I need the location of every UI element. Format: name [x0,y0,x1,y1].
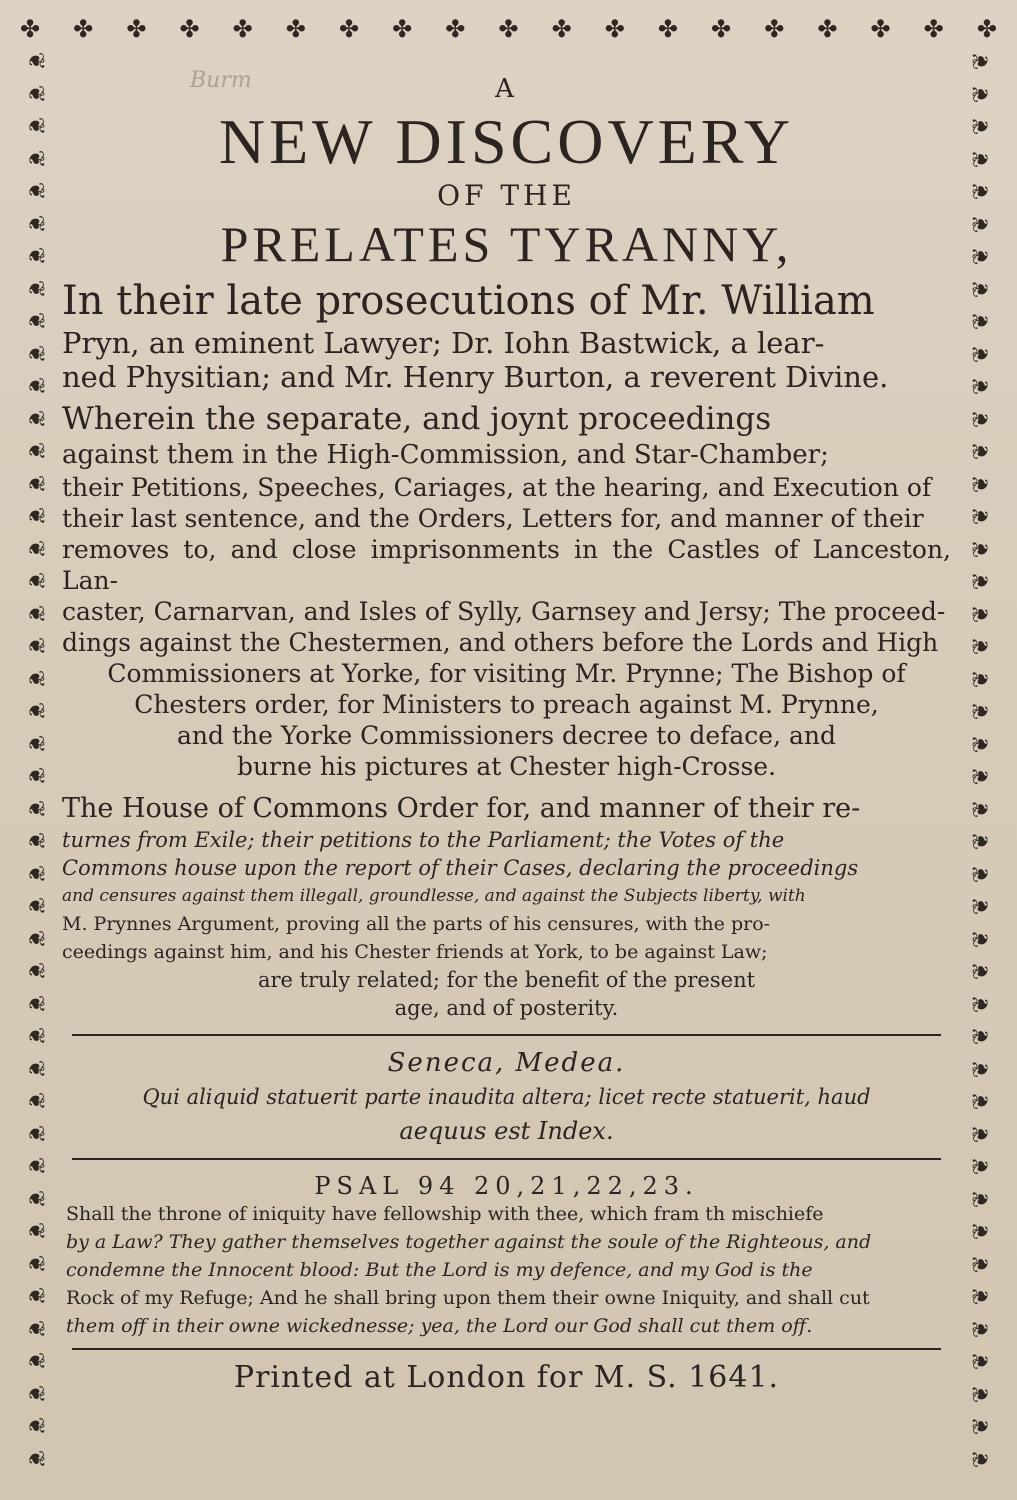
fleuron-icon: ❦ [23,311,48,331]
intro-line: Pryn, an eminent Lawyer; Dr. Iohn Bastwick, a lear- [62,326,825,360]
house-paragraph [62,792,951,1022]
fleuron-icon: ❦ [23,1351,48,1371]
wherein-line: Wherein the separate, and joynt proceedings [62,401,772,437]
fleuron-icon: ✤ [498,15,519,43]
fleuron-icon: ❦ [969,376,994,396]
right-ornament-border [965,50,999,1470]
fleuron-icon: ✤ [923,15,944,43]
fleuron-icon: ❦ [23,84,48,103]
psalm-text [62,1200,951,1340]
fleuron-icon: ✤ [604,15,625,43]
wherein-paragraph [62,400,951,782]
fleuron-icon: ❦ [969,734,994,753]
wherein-line: Commissioners at Yorke, for visiting Mr. Prynne; The Bishop of [107,659,906,688]
fleuron-icon: ❦ [23,669,48,688]
fleuron-icon: ✤ [976,15,997,43]
fleuron-icon: ❦ [969,149,994,168]
fleuron-icon: ❦ [23,1189,48,1208]
title-prelates: PRELATES TYRANNY, [220,216,793,272]
wherein-line: their Petitions, Speeches, Cariages, at the hearing, and Execution of [62,473,932,502]
fleuron-icon: ✤ [232,15,253,43]
fleuron-icon: ❦ [969,1254,994,1273]
fleuron-icon: ❦ [23,571,48,591]
psalm-line: Shall the throne of iniquity have fellowship with thee, which fram th mischiefe [66,1203,824,1225]
fleuron-icon: ❦ [23,604,48,623]
fleuron-icon: ❦ [23,539,48,558]
left-ornament-border [18,50,52,1470]
fleuron-icon: ❦ [969,604,994,623]
psalm-line: by a Law? They gather themselves together against the soule of the Righteous, and [66,1231,872,1253]
fleuron-icon: ❦ [23,864,48,883]
wherein-line: caster, Carnarvan, and Isles of Sylly, Garnsey and Jersy; The proceed- [62,597,946,626]
fleuron-icon: ✤ [870,15,891,43]
motto-line: Qui aliquid statuerit parte inaudita altera; licet recte statuerit, haud [142,1085,871,1109]
fleuron-icon: ❦ [969,571,994,591]
fleuron-icon: ❦ [23,181,48,201]
house-line: age, and of posterity. [394,996,619,1020]
wherein-line: Chesters order, for Ministers to preach against M. Prynne, [134,690,879,719]
title-subline: In their late prosecutions of Mr. William [62,278,875,324]
house-line: are truly related; for the benefit of the present [257,968,756,992]
wherein-line: and the Yorke Commissioners decree to deface, and [177,721,836,750]
fleuron-icon: ❦ [23,116,48,136]
fleuron-icon: ❦ [23,506,48,526]
fleuron-icon: ❦ [23,1286,48,1306]
fleuron-icon: ❦ [969,51,994,71]
fleuron-icon: ❦ [23,279,48,298]
fleuron-icon: ❦ [969,864,994,883]
fleuron-icon: ❦ [969,344,994,363]
fleuron-icon: ✤ [817,15,838,43]
divider-rule [72,1348,941,1350]
fleuron-icon: ❦ [969,1351,994,1371]
fleuron-icon: ✤ [392,15,413,43]
fleuron-icon: ❦ [969,116,994,136]
fleuron-icon: ❦ [969,799,994,818]
title-of-the: OF THE [437,179,576,212]
fleuron-icon: ✤ [126,15,147,43]
motto-author: Seneca, Medea. [387,1048,626,1078]
fleuron-icon: ❦ [23,701,48,721]
fleuron-icon: ❦ [969,1156,994,1176]
fleuron-icon: ❦ [23,1384,48,1403]
title-main: NEW DISCOVERY [218,106,795,177]
fleuron-icon: ✤ [711,15,732,43]
divider-rule [72,1034,941,1036]
fleuron-icon: ❦ [969,896,994,916]
fleuron-icon: ✤ [445,15,466,43]
psalm-line: them off in their owne wickednesse; yea, the Lord our God shall cut them off. [66,1315,813,1337]
fleuron-icon: ❦ [23,961,48,981]
fleuron-icon: ❦ [23,1124,48,1143]
fleuron-icon: ❦ [969,214,994,233]
fleuron-icon: ❦ [23,734,48,753]
wherein-line: removes to, and close imprisonments in the Castles of Lanceston, Lan- [62,535,951,595]
house-line: M. Prynnes Argument, proving all the parts of his censures, with the pro- [62,913,771,935]
fleuron-icon: ❦ [23,1416,48,1436]
fleuron-icon: ❦ [969,701,994,721]
intro-paragraph [62,326,951,394]
fleuron-icon: ❦ [969,1124,994,1143]
fleuron-icon: ❦ [969,279,994,298]
fleuron-icon: ❦ [969,1416,994,1436]
fleuron-icon: ❦ [23,1156,48,1176]
fleuron-icon: ❦ [23,1059,48,1078]
fleuron-icon: ❦ [969,831,994,851]
fleuron-icon: ❦ [23,766,48,786]
fleuron-icon: ✤ [73,15,94,43]
fleuron-icon: ❦ [969,1221,994,1241]
fleuron-icon: ❦ [969,409,994,428]
main-content [62,60,951,1480]
imprint: Printed at London for M. S. 1641. [233,1360,780,1395]
fleuron-icon: ❦ [23,1221,48,1241]
fleuron-icon: ✤ [657,15,678,43]
fleuron-icon: ❦ [23,441,48,461]
fleuron-icon: ❦ [23,51,48,71]
wherein-line: dings against the Chestermen, and others before the Lords and High [62,628,939,657]
psalm-line: condemne the Innocent blood: But the Lord is my defence, and my God is the [66,1259,813,1281]
fleuron-icon: ❦ [969,961,994,981]
fleuron-icon: ❦ [969,636,994,656]
psalm-line: Rock of my Refuge; And he shall bring upon them their owne Iniquity, and shall cut [66,1287,870,1309]
fleuron-icon: ❦ [969,669,994,688]
fleuron-icon: ❦ [969,994,994,1013]
fleuron-icon: ❦ [969,1189,994,1208]
title-article: A [495,74,518,104]
fleuron-icon: ❦ [23,376,48,396]
wherein-line: burne his pictures at Chester high-Crosse. [236,752,777,781]
fleuron-icon: ❦ [969,1449,994,1468]
top-ornament-border [20,14,997,44]
fleuron-icon: ✤ [338,15,360,43]
divider-rule [72,1158,941,1160]
fleuron-icon: ❦ [23,149,48,168]
fleuron-icon: ❦ [969,1059,994,1078]
fleuron-icon: ❦ [969,441,994,461]
fleuron-icon: ❦ [969,1384,994,1403]
fleuron-icon: ✤ [179,15,200,43]
handwritten-note: Burm [190,68,252,93]
fleuron-icon: ❦ [969,246,994,266]
psalm-reference: PSAL 94 20,21,22,23. [314,1172,699,1200]
fleuron-icon: ✤ [764,15,785,43]
fleuron-icon: ❦ [969,1319,994,1338]
fleuron-icon: ❦ [23,1091,48,1111]
fleuron-icon: ❦ [969,181,994,201]
fleuron-icon: ❦ [969,766,994,786]
fleuron-icon: ❦ [969,311,994,331]
fleuron-icon: ❦ [969,929,994,948]
fleuron-icon: ❦ [969,506,994,526]
fleuron-icon: ✤ [20,15,41,43]
fleuron-icon: ❦ [969,539,994,558]
house-line: Commons house upon the report of their Cases, declaring the proceedings [62,856,859,880]
wherein-line: against them in the High-Commission, and Star-Chamber; [62,440,829,470]
fleuron-icon: ❦ [23,831,48,851]
house-line: and censures against them illegall, groundlesse, and against the Subjects liberty, with [62,886,806,906]
intro-line: ned Physitian; and Mr. Henry Burton, a reverent Divine. [62,360,889,394]
fleuron-icon: ❦ [23,1449,48,1468]
fleuron-icon: ❦ [969,1286,994,1306]
fleuron-icon: ❦ [969,474,994,493]
fleuron-icon: ❦ [23,929,48,948]
fleuron-icon: ❦ [23,1319,48,1338]
wherein-line: their last sentence, and the Orders, Letters for, and manner of their [62,504,924,533]
fleuron-icon: ❦ [23,474,48,493]
house-line: The House of Commons Order for, and manner of their re- [62,793,861,824]
fleuron-icon: ❦ [23,1254,48,1273]
fleuron-icon: ❦ [23,344,48,363]
fleuron-icon: ❦ [23,1026,48,1046]
fleuron-icon: ❦ [23,636,48,656]
fleuron-icon: ❦ [23,896,48,916]
fleuron-icon: ❦ [23,246,48,266]
fleuron-icon: ❦ [969,84,994,103]
fleuron-icon: ❦ [23,799,48,818]
fleuron-icon: ❦ [23,409,48,428]
motto-line: aequus est Index. [399,1117,614,1145]
house-line: ceedings against him, and his Chester friends at York, to be against Law; [62,941,768,963]
fleuron-icon: ✤ [285,15,306,43]
fleuron-icon: ❦ [23,214,48,233]
house-line: turnes from Exile; their petitions to the Parliament; the Votes of the [62,828,785,852]
fleuron-icon: ❦ [969,1026,994,1046]
fleuron-icon: ✤ [551,15,572,43]
fleuron-icon: ❦ [969,1091,994,1111]
fleuron-icon: ❦ [23,994,48,1013]
